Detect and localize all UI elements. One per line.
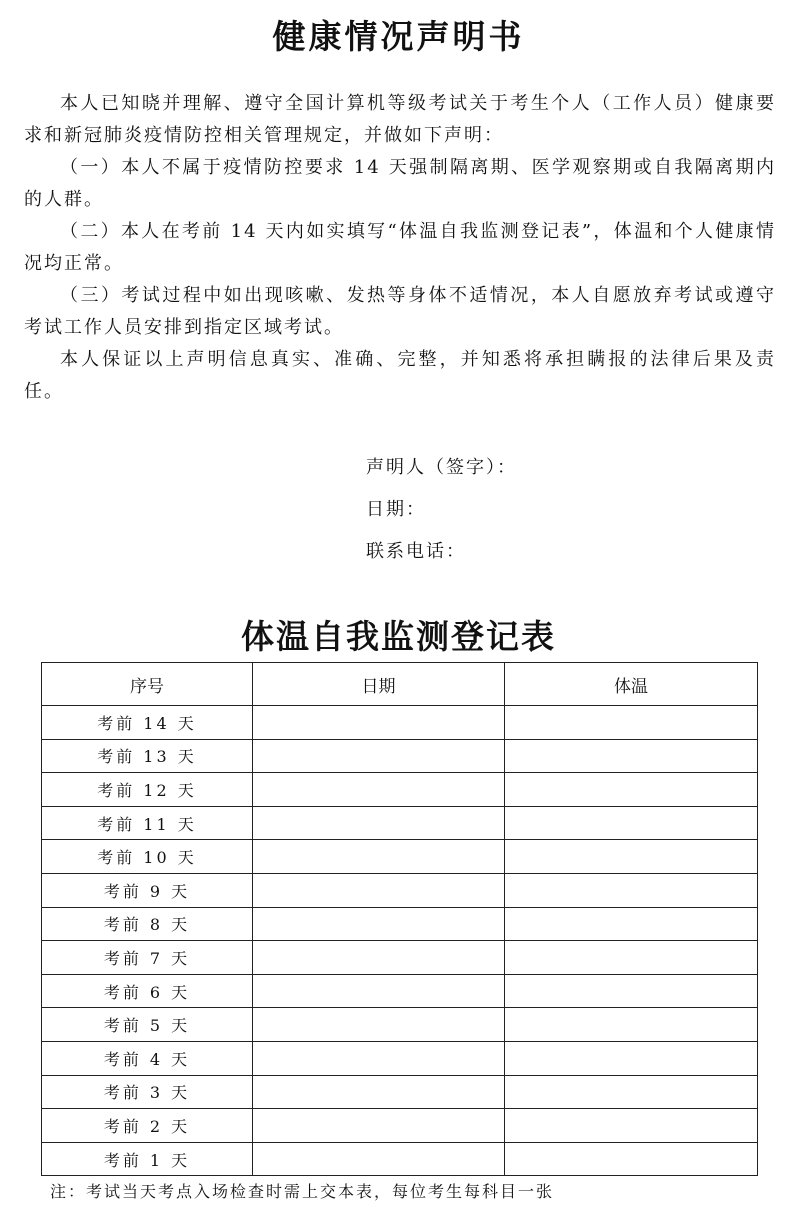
date-cell[interactable]: [253, 1041, 505, 1075]
temperature-cell[interactable]: [505, 907, 758, 941]
table-row: [42, 706, 758, 740]
declaration-body: [24, 88, 776, 408]
row-day-label: 考前 14 天: [42, 706, 253, 740]
row-day-label: 考前 9 天: [42, 873, 253, 907]
row-day-label: 考前 8 天: [42, 907, 253, 941]
temperature-cell[interactable]: [505, 1109, 758, 1143]
row-day-label: 考前 11 天: [42, 806, 253, 840]
row-day-label: 考前 1 天: [42, 1142, 253, 1176]
temperature-log-title: 体温自我监测登记表: [241, 617, 556, 656]
temperature-cell[interactable]: [505, 773, 758, 807]
temperature-cell[interactable]: [505, 873, 758, 907]
table-row: [42, 1142, 758, 1176]
date-cell[interactable]: [253, 907, 505, 941]
row-day-label: 考前 13 天: [42, 739, 253, 773]
table-row: [42, 773, 758, 807]
date-cell[interactable]: [253, 1008, 505, 1042]
table-row: [42, 941, 758, 975]
date-cell[interactable]: [253, 840, 505, 874]
date-cell[interactable]: [253, 974, 505, 1008]
contact-phone-label: 联系电话：: [366, 541, 466, 562]
date-cell[interactable]: [253, 739, 505, 773]
date-cell[interactable]: [253, 1109, 505, 1143]
table-row: [42, 1075, 758, 1109]
header-sequence: 序号: [42, 663, 253, 706]
signature-date-label: 日期：: [366, 499, 426, 520]
declaration-paragraph-3: （三）考试过程中如出现咳嗽、发热等身体不适情况，本人自愿放弃考试或遵守考试工作人员安排到指定区域考试。: [24, 285, 776, 338]
date-cell[interactable]: [253, 1075, 505, 1109]
table-row: [42, 907, 758, 941]
table-row: [42, 873, 758, 907]
date-cell[interactable]: [253, 1142, 505, 1176]
date-cell[interactable]: [253, 806, 505, 840]
table-row: [42, 840, 758, 874]
date-cell[interactable]: [253, 773, 505, 807]
temperature-cell[interactable]: [505, 1142, 758, 1176]
declaration-title: 健康情况声明书: [272, 17, 525, 56]
temperature-cell[interactable]: [505, 706, 758, 740]
temperature-cell[interactable]: [505, 739, 758, 773]
temperature-cell[interactable]: [505, 1075, 758, 1109]
table-row: [42, 1041, 758, 1075]
table-row: [42, 1109, 758, 1143]
submission-note: 注：考试当天考点入场检查时需上交本表，每位考生每科目一张: [50, 1182, 555, 1201]
row-day-label: 考前 10 天: [42, 840, 253, 874]
date-cell[interactable]: [253, 873, 505, 907]
declarant-signature-label: 声明人（签字）：: [366, 457, 517, 478]
row-day-label: 考前 6 天: [42, 974, 253, 1008]
temperature-log-table: [41, 662, 758, 1176]
table-row: [42, 1008, 758, 1042]
declaration-paragraph-intro: 本人已知晓并理解、遵守全国计算机等级考试关于考生个人（工作人员）健康要求和新冠肺炎疫情防控相关管理规定，并做如下声明：: [24, 93, 776, 146]
table-row: [42, 739, 758, 773]
date-cell[interactable]: [253, 706, 505, 740]
temperature-cell[interactable]: [505, 941, 758, 975]
row-day-label: 考前 3 天: [42, 1075, 253, 1109]
declaration-paragraph-1: （一）本人不属于疫情防控要求 14 天强制隔离期、医学观察期或自我隔离期内的人群。: [24, 157, 776, 210]
declaration-paragraph-guarantee: 本人保证以上声明信息真实、准确、完整，并知悉将承担瞒报的法律后果及责任。: [24, 349, 776, 402]
temperature-cell[interactable]: [505, 1008, 758, 1042]
table-row: [42, 974, 758, 1008]
row-day-label: 考前 5 天: [42, 1008, 253, 1042]
date-cell[interactable]: [253, 941, 505, 975]
temperature-cell[interactable]: [505, 974, 758, 1008]
table-row: [42, 806, 758, 840]
header-temperature: 体温: [505, 663, 758, 706]
header-date: 日期: [253, 663, 505, 706]
row-day-label: 考前 12 天: [42, 773, 253, 807]
declaration-paragraph-2: （二）本人在考前 14 天内如实填写“体温自我监测登记表”，体温和个人健康情况均正常。: [24, 221, 776, 274]
row-day-label: 考前 4 天: [42, 1041, 253, 1075]
signature-block: [366, 447, 517, 573]
temperature-cell[interactable]: [505, 1041, 758, 1075]
temperature-cell[interactable]: [505, 840, 758, 874]
temperature-cell[interactable]: [505, 806, 758, 840]
table-header-row: [42, 663, 758, 706]
row-day-label: 考前 7 天: [42, 941, 253, 975]
row-day-label: 考前 2 天: [42, 1109, 253, 1143]
